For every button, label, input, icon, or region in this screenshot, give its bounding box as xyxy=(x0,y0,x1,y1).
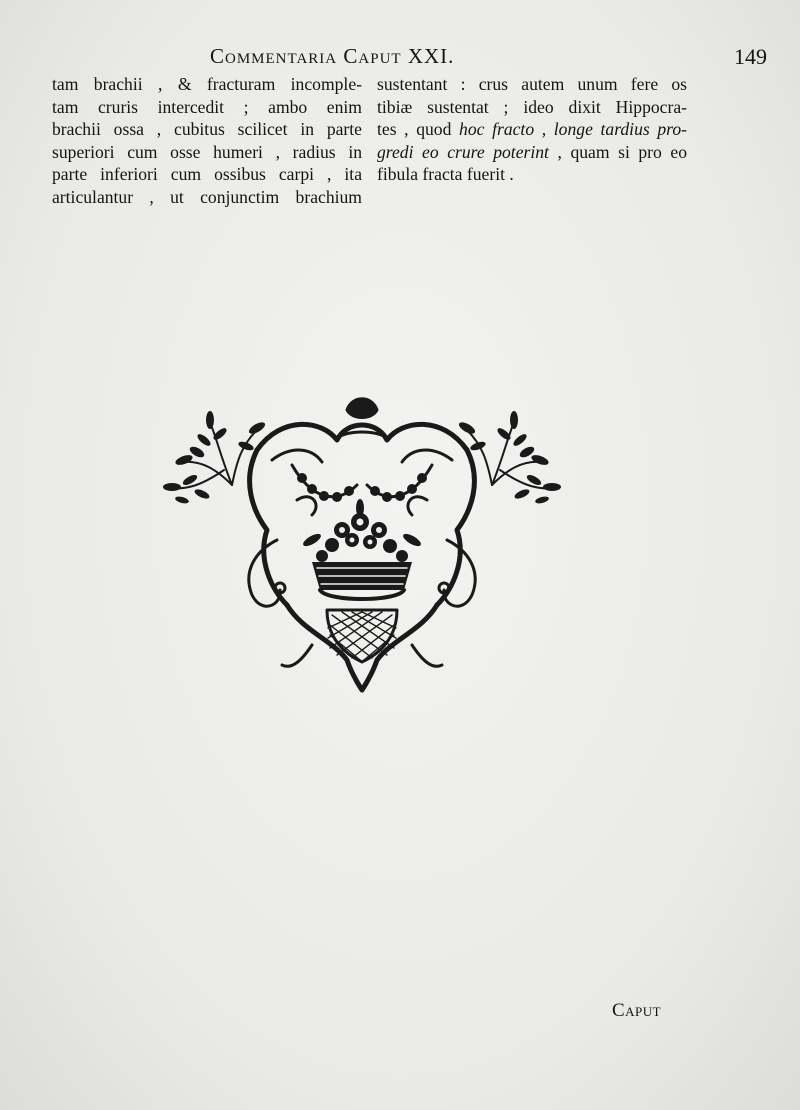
left-column xyxy=(52,73,362,208)
text-line: fibula fracta fuerit . xyxy=(377,164,514,184)
page-number: 149 xyxy=(734,44,767,69)
running-title: Commentaria Caput XXI. xyxy=(210,44,455,68)
text-line: tam brachii , & fracturam incomple- xyxy=(52,74,362,94)
text-line: gredi eo crure poterint , quam si pro eo xyxy=(377,141,688,162)
italic-quote: gredi eo crure poterint xyxy=(377,141,549,162)
left-foliage-icon xyxy=(170,422,257,488)
text-line: superiori cum osse humeri , radius in xyxy=(52,141,362,162)
ornament-vignette xyxy=(162,390,562,700)
text-line: parte inferiori cum ossibus carpi , ita xyxy=(52,164,362,184)
text-line: tam cruris intercedit ; ambo enim xyxy=(52,96,362,117)
text-line: tes , quod hoc fracto , longe tardius pro- xyxy=(377,119,687,139)
italic-quote: hoc fracto , longe tardius pro- xyxy=(459,119,687,139)
right-foliage-icon xyxy=(467,422,554,488)
text-line: tibiæ sustentat ; ideo dixit Hippocra- xyxy=(377,96,687,117)
flower-bouquet-icon xyxy=(301,499,422,562)
text-line: articulantur , ut conjunctim brachium xyxy=(52,186,362,207)
catchword: Caput xyxy=(612,1000,662,1021)
vase-icon xyxy=(312,562,412,599)
text-line: sustentant : crus autem unum fere os xyxy=(377,74,687,94)
running-header xyxy=(210,44,767,69)
right-column xyxy=(377,73,687,186)
text-line: brachii ossa , cubitus scilicet in parte xyxy=(52,119,362,139)
text-columns xyxy=(52,73,692,207)
